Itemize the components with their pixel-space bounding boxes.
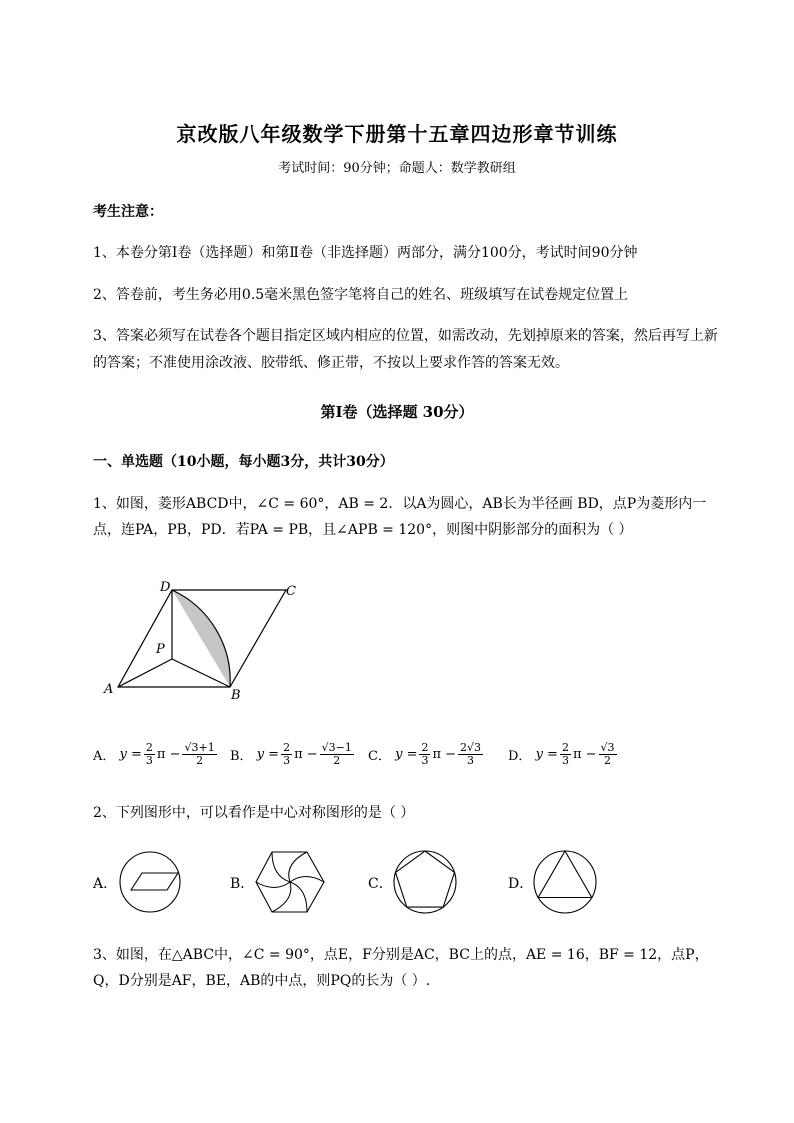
- q2-option-d-figure[interactable]: [533, 850, 597, 914]
- q2-option-a-label[interactable]: A．: [93, 876, 118, 892]
- q1-option-c[interactable]: C． y = $\frac{2}{3}$ π − $\frac{2√3}{3}$: [368, 741, 482, 767]
- label-a: A: [104, 682, 114, 697]
- notes-heading: 考生注意：: [93, 204, 163, 220]
- q2-option-d-label[interactable]: D．: [508, 876, 534, 892]
- q2-option-c-label[interactable]: C．: [368, 876, 393, 892]
- note-item-3: 3、答案必须写在试卷各个题目指定区域内相应的位置，如需改动，先划掉原来的答案，然后再写上新: [93, 328, 718, 344]
- label-d: D: [160, 580, 171, 595]
- q1-option-a[interactable]: A． y = $\frac{2}{3}$ π − $\frac{√3+1}{2}$: [93, 741, 215, 767]
- part-heading: 一、单选题（10小题，每小题3分，共计30分）: [93, 454, 394, 470]
- label-p: P: [156, 642, 165, 657]
- q1-option-d[interactable]: D． y = $\frac{2}{3}$ π − $\frac{√3}{2}$: [508, 741, 615, 767]
- note-item-2: 2、答卷前，考生务必用0.5毫米黑色签字笔将自己的姓名、班级填写在试卷规定位置上: [93, 287, 629, 303]
- exam-info: 考试时间：90分钟；命题人：数学教研组: [278, 161, 516, 176]
- q3-text-line1: 3、如图，在△ABC中，∠C = 90°，点E，F分别是AC，BC上的点，AE = 16，BF = 12，点P，: [93, 947, 709, 963]
- q1-text-line2: 点，连PA，PB，PD．若PA = PB，且∠APB = 120°，则图中阴影部分的面积为（ ）: [93, 522, 633, 538]
- label-b: B: [231, 688, 241, 703]
- q1-rhombus-figure: [100, 575, 310, 705]
- section-title: 第I卷（选择题 30分）: [320, 403, 474, 421]
- q2-text: 2、下列图形中，可以看作是中心对称图形的是（ ）: [93, 805, 415, 821]
- q3-text-line2: Q，D分别是AF，BE，AB的中点，则PQ的长为（ ）.: [93, 973, 431, 989]
- q2-option-c-figure[interactable]: [393, 850, 457, 914]
- note-item-3-cont: 的答案；不准使用涂改液、胶带纸、修正带，不按以上要求作答的答案无效。: [93, 355, 569, 371]
- q1-option-b[interactable]: B． y = $\frac{2}{3}$ π − $\frac{√3-1}{2}$: [230, 741, 352, 767]
- q2-option-a-figure[interactable]: [117, 851, 183, 913]
- q2-option-b-figure[interactable]: [255, 851, 325, 913]
- page-title: 京改版八年级数学下册第十五章四边形章节训练: [176, 122, 618, 146]
- q2-option-b-label[interactable]: B．: [230, 876, 255, 892]
- q1-text-line1: 1、如图，菱形ABCD中，∠C = 60°，AB = 2．以A为圆心，AB长为半径画 BD，点P为菱形内一: [93, 496, 707, 512]
- note-item-1: 1、本卷分第I卷（选择题）和第Ⅱ卷（非选择题）两部分，满分100分，考试时间90分钟: [93, 245, 638, 261]
- label-c: C: [286, 584, 296, 599]
